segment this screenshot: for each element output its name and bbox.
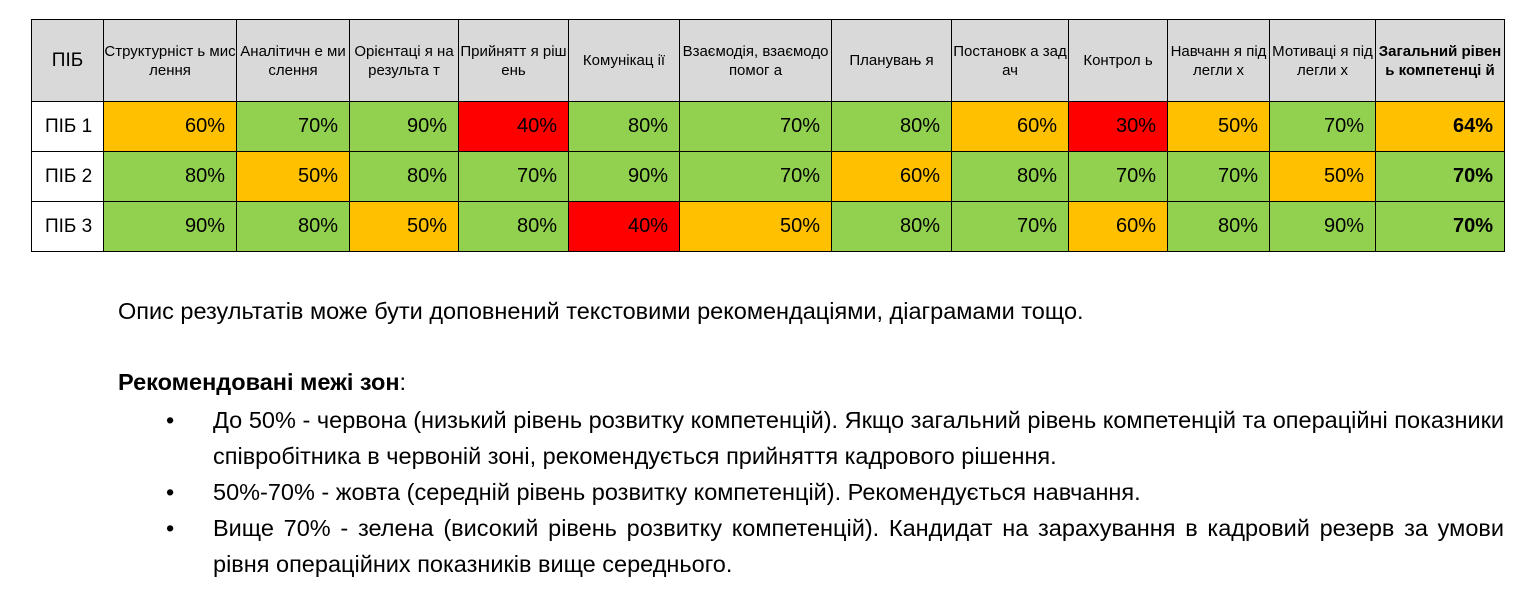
score-cell: 50% [1168,102,1270,152]
score-cell: 80% [952,152,1069,202]
score-cell: 80% [104,152,237,202]
row-name-cell: ПІБ 3 [32,202,104,252]
overall-score-cell: 70% [1376,152,1505,202]
score-cell: 50% [350,202,459,252]
bullet-icon: • [166,515,175,541]
score-cell: 90% [569,152,680,202]
zones-list [118,402,1504,582]
header-row [32,20,1505,102]
score-cell: 50% [1270,152,1376,202]
overall-score-cell: 70% [1376,202,1505,252]
header-control: Контрол ь [1069,20,1168,102]
score-cell: 70% [680,102,832,152]
score-cell: 70% [1168,152,1270,202]
score-cell: 70% [459,152,569,202]
table-row [32,152,1505,202]
header-overall-level: Загальний рівень компетенці й [1376,20,1505,102]
row-name-cell: ПІБ 2 [32,152,104,202]
score-cell: 80% [459,202,569,252]
score-cell: 70% [1069,152,1168,202]
bullet-icon: • [166,479,175,505]
score-cell: 40% [459,102,569,152]
table-row [32,202,1505,252]
zone-item-yellow [118,474,1504,510]
header-name: ПІБ [32,20,104,102]
bullet-icon: • [166,407,175,433]
score-cell: 80% [237,202,350,252]
score-cell: 70% [1270,102,1376,152]
zone-item-green [118,510,1504,582]
score-cell: 80% [1168,202,1270,252]
table-body [32,102,1505,252]
score-cell: 30% [1069,102,1168,152]
score-cell: 50% [680,202,832,252]
table-row [32,102,1505,152]
score-cell: 80% [832,102,952,152]
header-analytical-thinking: Аналітичн е мислення [237,20,350,102]
score-cell: 60% [832,152,952,202]
score-cell: 70% [680,152,832,202]
overall-score-cell: 64% [1376,102,1505,152]
header-communications: Комунікац ії [569,20,680,102]
score-cell: 90% [1270,202,1376,252]
header-training-subordinates: Навчанн я підлегли х [1168,20,1270,102]
score-cell: 90% [350,102,459,152]
score-cell: 40% [569,202,680,252]
zone-item-text: 50%-70% - жовта (середній рівень розвитку компетенцій). Рекомендується навчання. [213,479,1141,505]
score-cell: 80% [569,102,680,152]
header-planning: Планувањ я [832,20,952,102]
score-cell: 50% [237,152,350,202]
header-cooperation: Взаємодія, взаємодопомог а [680,20,832,102]
zones-heading [118,367,406,397]
score-cell: 60% [104,102,237,152]
description-text: Опис результатів може бути доповнений текстовими рекомендаціями, діаграмами тощо. [118,298,1084,324]
header-task-setting: Постановк а задач [952,20,1069,102]
header-structured-thinking: Структурніст ь мислення [104,20,237,102]
zone-item-text: До 50% - червона (низький рівень розвитку компетенцій). Якщо загальний рівень компетенцій та операційні показники співробітника в червоній зоні, рекомендується прийняття кадрового рішення. [213,407,1504,469]
header-result-orientation: Орієнтаці я на результа т [350,20,459,102]
zones-heading-label: Рекомендовані межі зон [118,369,400,395]
competency-table [31,19,1505,252]
score-cell: 90% [104,202,237,252]
zones-heading-colon: : [399,369,407,395]
score-cell: 60% [1069,202,1168,252]
score-cell: 80% [832,202,952,252]
header-motivation-subordinates: Мотиваці я підлегли х [1270,20,1376,102]
header-decision-making: Прийнятт я рішень [459,20,569,102]
score-cell: 60% [952,102,1069,152]
score-cell: 70% [952,202,1069,252]
zone-item-red [118,402,1504,474]
score-cell: 70% [237,102,350,152]
zone-item-text: Вище 70% - зелена (високий рівень розвитку компетенцій). Кандидат на зарахування в кадровий резерв за умови рівня операційних показників вище середнього. [213,515,1504,577]
row-name-cell: ПІБ 1 [32,102,104,152]
score-cell: 80% [350,152,459,202]
